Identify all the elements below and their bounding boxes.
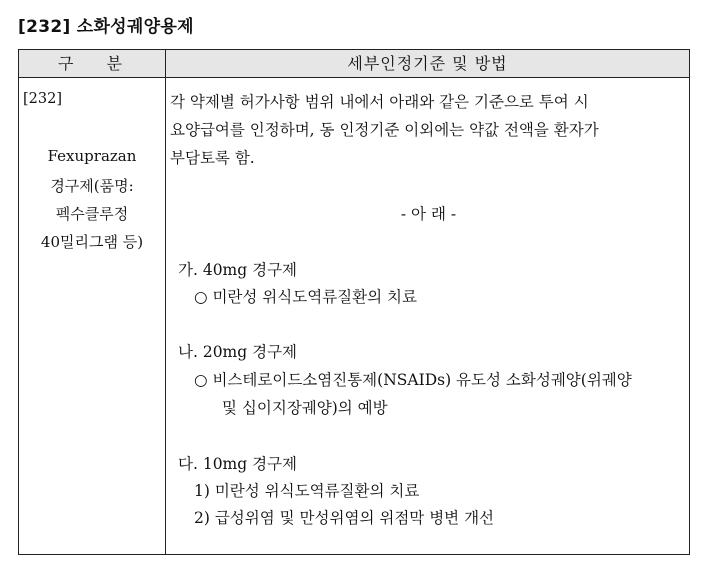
- section-item: 2) 급성위염 및 만성위염의 위점막 병변 개선: [194, 509, 495, 527]
- intro-text-line: 각 약제별 허가사항 범위 내에서 아래와 같은 기준으로 투여 시: [170, 93, 589, 111]
- section-item: ○ 미란성 위식도역류질환의 치료: [194, 288, 417, 306]
- column-divider: [165, 50, 166, 554]
- drug-name-line: 펙수클루정: [55, 205, 129, 223]
- section-item-continuation: 및 십이지장궤양)의 예방: [222, 399, 388, 417]
- intro-text-line: 요양급여를 인정하며, 동 인정기준 이외에는 약값 전액을 환자가: [170, 121, 599, 139]
- document-title: [232] 소화성궤양용제: [18, 17, 194, 37]
- header-category: 구 분: [58, 54, 136, 73]
- section-heading: 가. 40mg 경구제: [178, 261, 298, 279]
- below-heading: - 아 래 -: [400, 205, 457, 223]
- criteria-table: [18, 49, 690, 555]
- section-heading: 나. 20mg 경구제: [178, 343, 298, 361]
- drug-name-line: 경구제(품명:: [50, 177, 134, 195]
- criteria-cell: [168, 78, 689, 554]
- drug-name-line: Fexuprazan: [47, 147, 137, 165]
- header-criteria: 세부인정기준 및 방법: [347, 54, 508, 73]
- intro-text-line: 부담토록 함.: [170, 149, 255, 167]
- table-header: [19, 50, 689, 78]
- section-heading: 다. 10mg 경구제: [178, 455, 298, 473]
- drug-name-line: 40밀리그램 등): [40, 233, 144, 251]
- category-code: [232]: [23, 91, 62, 107]
- section-item: ○ 비스테로이드소염진통제(NSAIDs) 유도성 소화성궤양(위궤양: [194, 371, 632, 389]
- section-item: 1) 미란성 위식도역류질환의 치료: [194, 482, 420, 500]
